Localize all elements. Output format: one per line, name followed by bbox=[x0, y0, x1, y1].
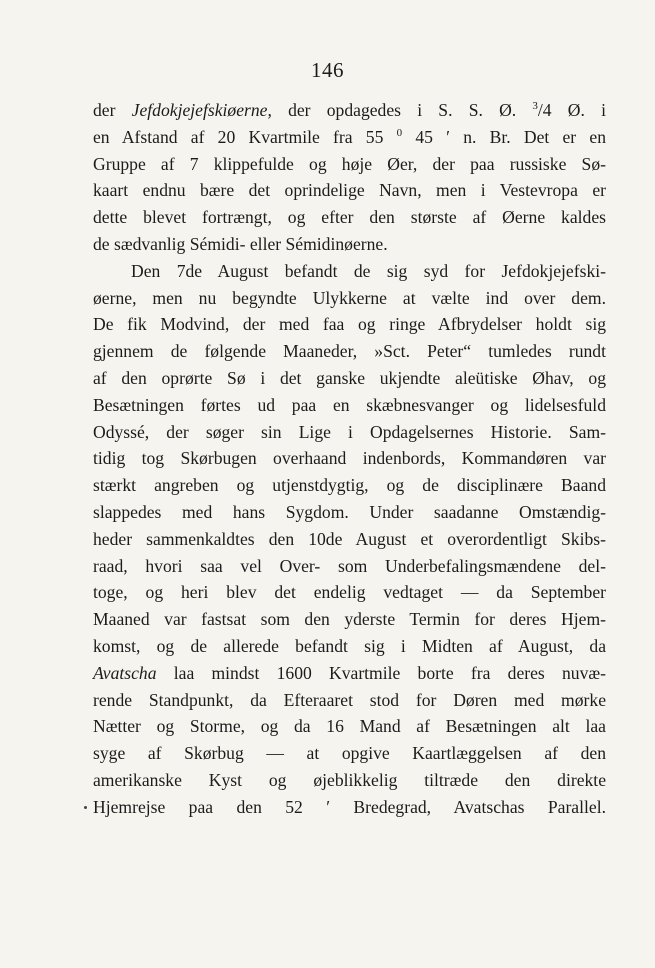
text-line: en Afstand af 20 Kvartmile fra 55 $^0$ 45 ′ n. Br. Det er en bbox=[93, 126, 606, 147]
text-line: tidig tog Skørbugen overhaand indenbords, Kommandøren var bbox=[93, 448, 606, 469]
page-number: 146 bbox=[311, 58, 344, 82]
text-line: rende Standpunkt, da Efteraaret stod for Døren med mørke bbox=[93, 689, 606, 710]
text-line: kaart endnu bære det oprindelige Navn, men i Vestevropa er bbox=[93, 180, 606, 201]
text-line: af den oprørte Sø i det ganske ukjendte aleütiske Øhav, og bbox=[93, 367, 606, 388]
text-line: syge af Skørbug — at opgive Kaartlæggelsen af den bbox=[93, 743, 606, 764]
text-line: heder sammenkaldtes den 10de August et overordentligt Skibs- bbox=[93, 528, 606, 549]
text-line: Avatscha laa mindst 1600 Kvartmile borte fra deres nuvæ- bbox=[93, 662, 606, 683]
text-line: stærkt angreben og utjenstdygtig, og de disciplinære Baand bbox=[93, 475, 606, 496]
italic-place-name: Jefdokjejefskiøerne, bbox=[131, 100, 272, 120]
text-line: Odyssé, der søger sin Lige i Opdagelsernes Historie. Sam- bbox=[93, 421, 606, 442]
superscript: 3 bbox=[532, 100, 538, 113]
text-line: gjennem de følgende Maaneder, »Sct. Peter“ tumledes rundt bbox=[93, 341, 606, 362]
text-line: øerne, men nu begyndte Ulykkerne at vælte ind over dem. bbox=[93, 287, 606, 308]
text-line: Maaned var fastsat som den yderste Termin for deres Hjem- bbox=[93, 609, 606, 630]
italic-place-name: Avatscha bbox=[93, 662, 157, 683]
text-line: der Jefdokjejefskiøerne, der opdagedes i S. S. Ø. $^3$/4 Ø. i bbox=[93, 100, 606, 120]
text-line: raad, hvori saa vel Over- som Underbefalingsmændene del- bbox=[93, 555, 606, 576]
text-line: Nætter og Storme, og da 16 Mand af Besætningen alt laa bbox=[93, 716, 606, 737]
text-line: Gruppe af 7 klippefulde og høje Øer, der paa russiske Sø- bbox=[93, 153, 606, 174]
text-line: komst, og de allerede befandt sig i Midten af August, da bbox=[93, 635, 606, 656]
text-line: slappedes med hans Sygdom. Under saadanne Omstændig- bbox=[93, 501, 606, 522]
text-line: Besætningen førtes ud paa en skæbnesvanger og lidelsesfuld bbox=[93, 394, 606, 415]
text-line: de sædvanlig Sémidi- eller Sémidinøerne. bbox=[93, 233, 388, 254]
text-line: De fik Modvind, der med faa og ringe Afbrydelser holdt sig bbox=[93, 314, 606, 335]
text-line: dette blevet fortrængt, og efter den største af Øerne kaldes bbox=[93, 207, 606, 228]
text-line: Hjemrejse paa den 52 ′ Bredegrad, Avatschas Parallel. bbox=[93, 796, 606, 817]
text-line: amerikanske Kyst og øjeblikkelig tiltræde den direkte bbox=[93, 769, 606, 790]
text-line: toge, og heri blev det endelig vedtaget — da September bbox=[93, 582, 606, 603]
text-line: Den 7de August befandt de sig syd for Jefdokjejefski- bbox=[131, 260, 606, 281]
print-speck bbox=[84, 806, 87, 809]
superscript: 0 bbox=[396, 126, 403, 139]
body-text bbox=[93, 97, 606, 821]
